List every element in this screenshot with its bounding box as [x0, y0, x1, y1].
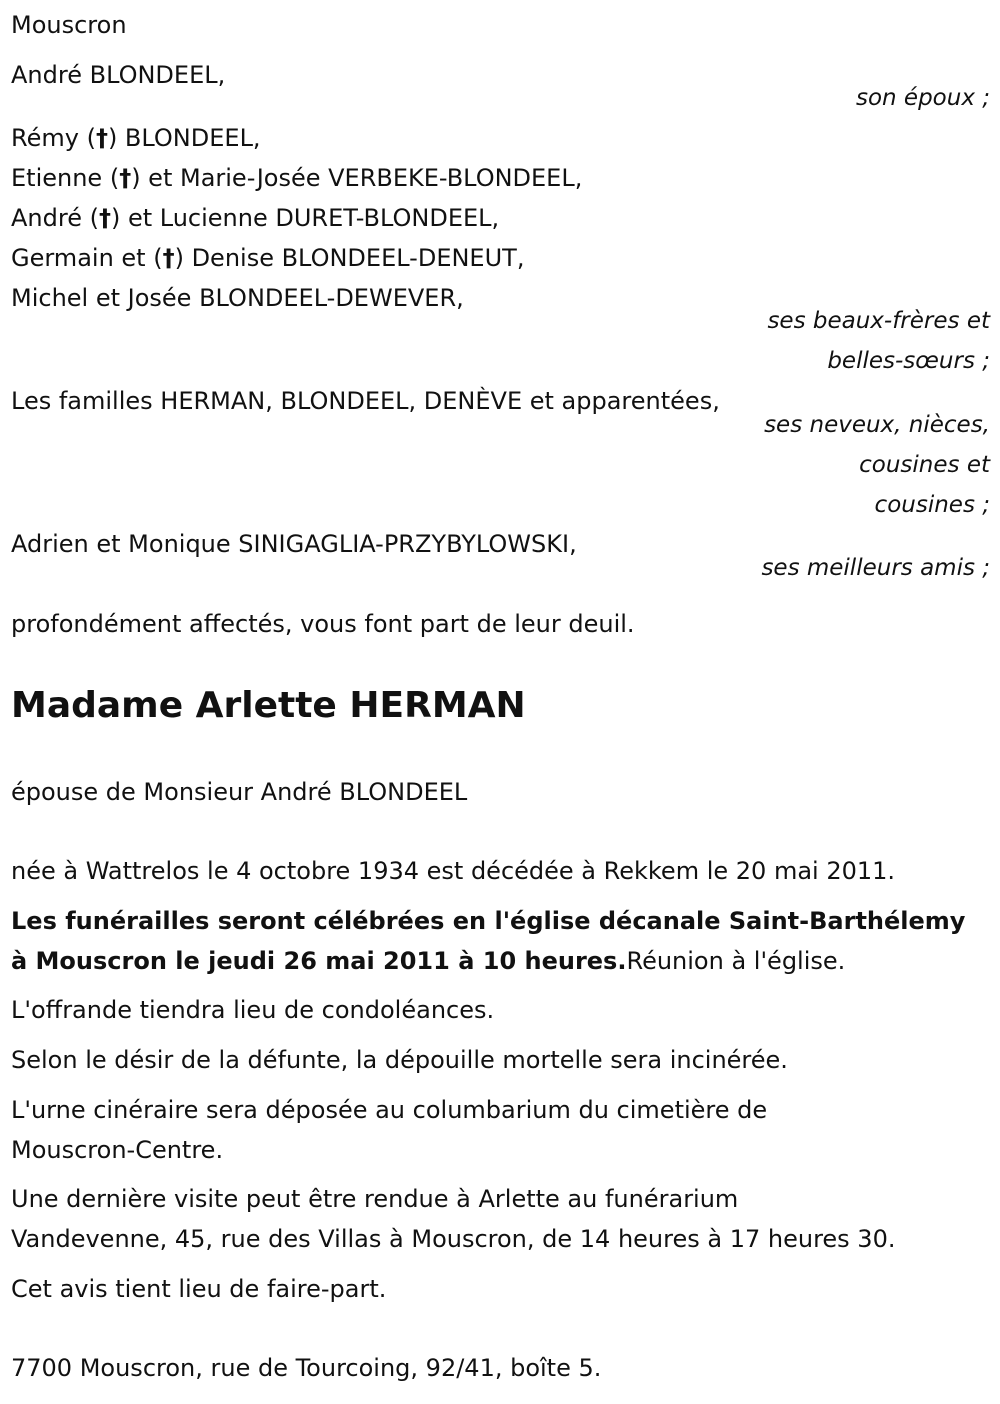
families-role-line3: cousines ;	[874, 492, 990, 518]
offering-text: L'offrande tiendra lieu de condoléances.	[11, 996, 495, 1024]
spouse-of-text: épouse de Monsieur André BLONDEEL	[11, 778, 468, 806]
friends-role: ses meilleurs amis ;	[761, 555, 990, 581]
in-law-line: Rémy (†) BLONDEEL,	[11, 118, 261, 158]
cross-icon: †	[98, 204, 111, 232]
families-line: Les familles HERMAN, BLONDEEL, DENÈVE et apparentées,	[11, 387, 720, 415]
birth-death-text: née à Wattrelos le 4 octobre 1934 est décédée à Rekkem le 20 mai 2011.	[11, 857, 896, 885]
in-law-line: Etienne (†) et Marie-Josée VERBEKE-BLONDEEL,	[11, 158, 582, 198]
cross-icon: †	[95, 124, 108, 152]
in-laws-role-line1: ses beaux-frères et	[767, 308, 990, 334]
spouse-name: André BLONDEEL,	[11, 61, 226, 89]
visit-line1: Une dernière visite peut être rendue à Arlette au funérarium	[11, 1185, 739, 1213]
families-role-line2: cousines et	[859, 452, 990, 478]
urn-line1: L'urne cinéraire sera déposée au columbarium du cimetière de	[11, 1096, 768, 1124]
urn-line2: Mouscron-Centre.	[11, 1136, 224, 1164]
notice-text: Cet avis tient lieu de faire-part.	[11, 1275, 387, 1303]
families-role-line1: ses neveux, nièces,	[764, 412, 990, 438]
meeting-text: Réunion à l'église.	[626, 947, 846, 975]
deceased-name: Madame Arlette HERMAN	[11, 685, 526, 726]
funeral-line2	[11, 941, 845, 981]
cremation-text: Selon le désir de la défunte, la dépouille mortelle sera incinérée.	[11, 1046, 788, 1074]
in-law-line: Michel et Josée BLONDEEL-DEWEVER,	[11, 284, 464, 312]
visit-line2: Vandevenne, 45, rue des Villas à Mouscron, de 14 heures à 17 heures 30.	[11, 1225, 896, 1253]
in-law-line: André (†) et Lucienne DURET-BLONDEEL,	[11, 198, 499, 238]
funeral-bold-line2: à Mouscron le jeudi 26 mai 2011 à 10 heures.	[11, 947, 627, 975]
funeral-bold-line1: Les funérailles seront célébrées en l'église décanale Saint-Barthélemy	[11, 907, 966, 935]
announcement-text: profondément affectés, vous font part de leur deuil.	[11, 610, 635, 638]
cross-icon: †	[162, 244, 175, 272]
city-heading: Mouscron	[11, 11, 127, 39]
address-text: 7700 Mouscron, rue de Tourcoing, 92/41, boîte 5.	[11, 1354, 602, 1382]
in-law-line: Germain et (†) Denise BLONDEEL-DENEUT,	[11, 238, 524, 278]
in-laws-role-line2: belles-sœurs ;	[827, 348, 990, 374]
friends-line: Adrien et Monique SINIGAGLIA-PRZYBYLOWSKI,	[11, 530, 577, 558]
cross-icon: †	[119, 164, 132, 192]
spouse-role: son époux ;	[855, 85, 990, 111]
